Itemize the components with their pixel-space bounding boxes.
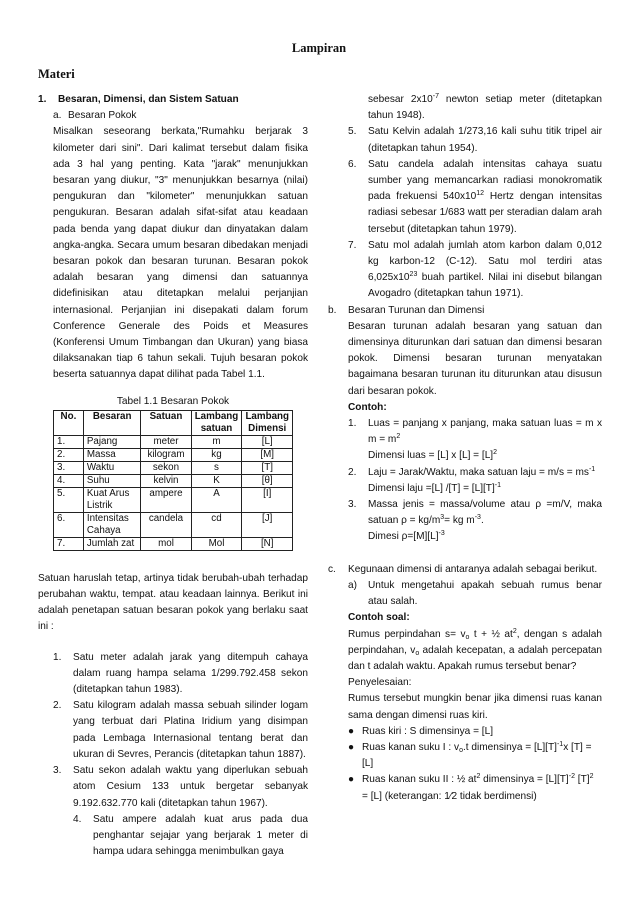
besaran-pokok-paragraph: Misalkan seseorang berkata,"Rumahku berjarak 3 kilometer dari sini". Dari kalimat tersebut dalam fisika ada 3 hal yang penting. Kata "jarak" menunjukkan besaran yang diukur, "3" menunjukkan besarnya (nilai) pengukuran dan "kilometer" menunjukkan satuan pengukuran. Besaran adalah sifat-sifat atau keadaan pada benda yang dapat diukur dan dinyatakan dalam angka-angka. Secara umum besaran dibedakan menjadi besaran pokok dan besaran turunan. Besaran pokok adalah besaran yang dimensi dan satuannya didefinisikan atau ditetapkan melalui perjanjian internasional. Perjanjian ini disepakati dalam forum Conference Generale des Poids et Measures (Konferensi Umum Timbangan dan Ukuran) yang biasa dilaksanakan tiap 6 tahun sekali. Tujuh besaran pokok beserta satuannya dapat dilihat pada Tabel 1.1.	[53, 126, 308, 381]
table-row	[54, 474, 293, 487]
table-cell: A	[191, 487, 242, 512]
table-row	[54, 435, 293, 448]
sub-label: a.	[53, 110, 62, 122]
page-title: Lampiran	[291, 41, 347, 55]
sub-title: Besaran Pokok	[68, 110, 137, 122]
table-cell: Intensitas Cahaya	[83, 512, 141, 537]
subsection-a-title	[38, 108, 308, 124]
table-row	[54, 461, 293, 474]
left-column	[38, 92, 308, 860]
table-cell: kilogram	[141, 448, 191, 461]
section-title: Materi	[38, 67, 75, 81]
table-cell: [N]	[242, 537, 293, 550]
col-no: No.	[54, 410, 84, 435]
example-3: 3. Massa jenis = massa/volume atau ρ =m/V, maka satuan $\rho = kg/m^3=$ kg $m^{-3}$. Dimesi $\rho=[M][L]^{-3}$	[348, 499, 602, 543]
table-row	[54, 448, 293, 461]
penyelesaian-label: Penyelesaian:	[348, 677, 412, 689]
table-cell: [T]	[242, 461, 293, 474]
table-cell: [M]	[242, 448, 293, 461]
bullet-dot-icon: ●	[348, 725, 355, 737]
section-number: 1.	[38, 94, 47, 105]
table-header-row	[54, 410, 293, 435]
section-1-heading	[38, 92, 308, 108]
col-besaran: Besaran	[83, 410, 141, 435]
table-cell: 4.	[54, 474, 84, 487]
table-row	[54, 487, 293, 512]
table-cell: m	[191, 435, 242, 448]
table-cell: mol	[141, 537, 191, 550]
after-table-paragraph: Satuan haruslah tetap, artinya tidak berubah-ubah terhadap perubahan waktu, tempat. atau keadaan lainnya. Berikut ini adalah penetapan satuan besaran pokok yang berlaku saat ini :	[38, 572, 308, 633]
table-cell: ampere	[141, 487, 191, 512]
table-cell: Massa	[83, 448, 141, 461]
def4-continuation: sebesar $2x10^{-7}$ newton setiap meter (ditetapkan tahun 1948).	[368, 93, 602, 122]
table-cell: 5.	[54, 487, 84, 512]
def-num: 4.	[73, 813, 82, 825]
table-cell: 7.	[54, 537, 84, 550]
table-cell: candela	[141, 512, 191, 537]
table-cell: s	[191, 461, 242, 474]
def-item-7: 7. Satu mol adalah jumlah atom karbon dalam 0,012 kg karbon-12 (C-12). Satu mol terdiri atas $6,025x10^{23}$ buah partikel. Nilai ini disebut bilangan Avogadro (ditetapkan tahun 1971).	[348, 239, 602, 300]
subsection-b-title: b. Besaran Turunan dan Dimensi	[328, 304, 485, 316]
table-cell: kelvin	[141, 474, 191, 487]
soal-text: Rumus perpindahan $s= v_o$ t + ½ $at^2$, dengan s adalah perpindahan, $v_o$ adalah kecepatan, a adalah percepatan dan t adalah waktu. Apakah rumus tersebut benar?	[348, 627, 602, 672]
def-item-5: 5. Satu Kelvin adalah 1/273,16 kali suhu titik tripel air (ditetapkan tahun 1954).	[348, 126, 602, 154]
table-cell: Waktu	[83, 461, 141, 474]
col-lambang-dimensi: Lambang Dimensi	[242, 410, 293, 435]
right-column	[328, 92, 602, 805]
table-cell: K	[191, 474, 242, 487]
table-cell: Mol	[191, 537, 242, 550]
table-caption: Tabel 1.1 Besaran Pokok	[116, 395, 230, 407]
table-row	[54, 512, 293, 537]
bullet-1: ● Ruas kiri : S dimensinya = [L]	[348, 724, 602, 740]
example-2: 2. Laju = Jarak/Waktu, maka satuan laju = $m/s = ms^{-1}$ Dimensi laju =[L] $/[T] = [L][T]^{-1}$	[348, 465, 596, 494]
def-item-3	[38, 763, 308, 812]
table-cell: 3.	[54, 461, 84, 474]
table-cell: 2.	[54, 448, 84, 461]
contoh-soal-label: Contoh soal:	[348, 612, 410, 624]
def-text: Satu sekon adalah waktu yang diperlukan sebuah atom Cesium 133 untuk bergetar sebanyak 9.192.632.770 kali (ditetapkan tahun 1967).	[73, 765, 308, 809]
def-num: 3.	[53, 765, 62, 777]
table-cell: Pajang	[83, 435, 141, 448]
def-item-6: 6. Satu candela adalah intensitas cahaya suatu sumber yang memancarkan radiasi monokromatik pada frekuensi $540x10^{12}$ Hertz dengan intensitas radiasi sebesar 1/683 watt per steradian dalam arah tersebut (ditetapkan tahun 1979).	[348, 158, 602, 235]
besaran-pokok-table	[53, 410, 293, 551]
def-text: Satu meter adalah jarak yang ditempuh cahaya dalam ruang hampa selama 1/299.792.458 sekon (ditetapkan tahun 1983).	[73, 651, 308, 696]
bullet-dot-icon: ●	[348, 741, 355, 753]
def-item-2	[38, 698, 308, 763]
penyelesaian-text: Rumus tersebut mungkin benar jika dimensi ruas kanan sama dengan dimensi ruas kiri.	[348, 693, 602, 721]
def-num: 1.	[53, 651, 62, 663]
table-cell: Kuat Arus Listrik	[83, 487, 141, 512]
def-num: 2.	[53, 700, 62, 712]
def-text: Satu kilogram adalah massa sebuah silinder logam yang terbuat dari Platina Iridium yang disimpan pada Lembaga Internasional tentang berat dan ukuran di Sevres, Perancis (ditetapkan tahun 1887).	[73, 700, 308, 760]
contoh-label: Contoh:	[348, 401, 387, 413]
def-item-4	[38, 812, 308, 861]
subsection-c-title: c. Kegunaan dimensi di antaranya adalah sebagai berikut.	[328, 563, 598, 575]
table-cell: sekon	[141, 461, 191, 474]
bullet-dot-icon: ●	[348, 774, 355, 786]
besaran-turunan-paragraph: Besaran turunan adalah besaran yang satuan dan dimensinya diturunkan dari satuan dan dimensi besaran pokok. Dimensi besaran turunan menyatakan bagaimana besaran turunan itu diturunkan atau disusun dari besaran pokok.	[348, 320, 602, 397]
table-cell: meter	[141, 435, 191, 448]
table-cell: 6.	[54, 512, 84, 537]
table-cell: cd	[191, 512, 242, 537]
col-lambang-satuan: Lambang satuan	[191, 410, 242, 435]
table-row	[54, 537, 293, 550]
table-cell: [I]	[242, 487, 293, 512]
def-item-1	[38, 650, 308, 699]
example-1: 1. Luas = panjang x panjang, maka satuan luas = m x $m = m^2$ Dimensi luas = [L] x $[L] = [L]^2$	[348, 418, 602, 462]
bullet-3: ● Ruas kanan suku II : ½ $at^2$ dimensinya = $[L][T]^{-2}$ $[T]^2 = [L]$ (keterangan: 1⁄2 tidak berdimensi)	[348, 772, 602, 804]
table-cell: Jumlah zat	[83, 537, 141, 550]
def-text: Satu ampere adalah kuat arus pada dua penghantar sejajar yang berjarak 1 meter di hampa udara sehingga menimbulkan gaya	[93, 813, 308, 858]
table-cell: Suhu	[83, 474, 141, 487]
table-cell: 1.	[54, 435, 84, 448]
bullet-2: ● Ruas kanan suku I : $v_o.t$ dimensinya = $[L][T]^{-1}x$ [T] = [L]	[348, 740, 602, 772]
kegunaan-a: a) Untuk mengetahui apakah sebuah rumus benar atau salah.	[348, 579, 602, 608]
table-cell: kg	[191, 448, 242, 461]
table-cell: [θ]	[242, 474, 293, 487]
section-heading-text: Besaran, Dimensi, dan Sistem Satuan	[58, 94, 239, 105]
table-cell: [L]	[242, 435, 293, 448]
table-cell: [J]	[242, 512, 293, 537]
col-satuan: Satuan	[141, 410, 191, 435]
